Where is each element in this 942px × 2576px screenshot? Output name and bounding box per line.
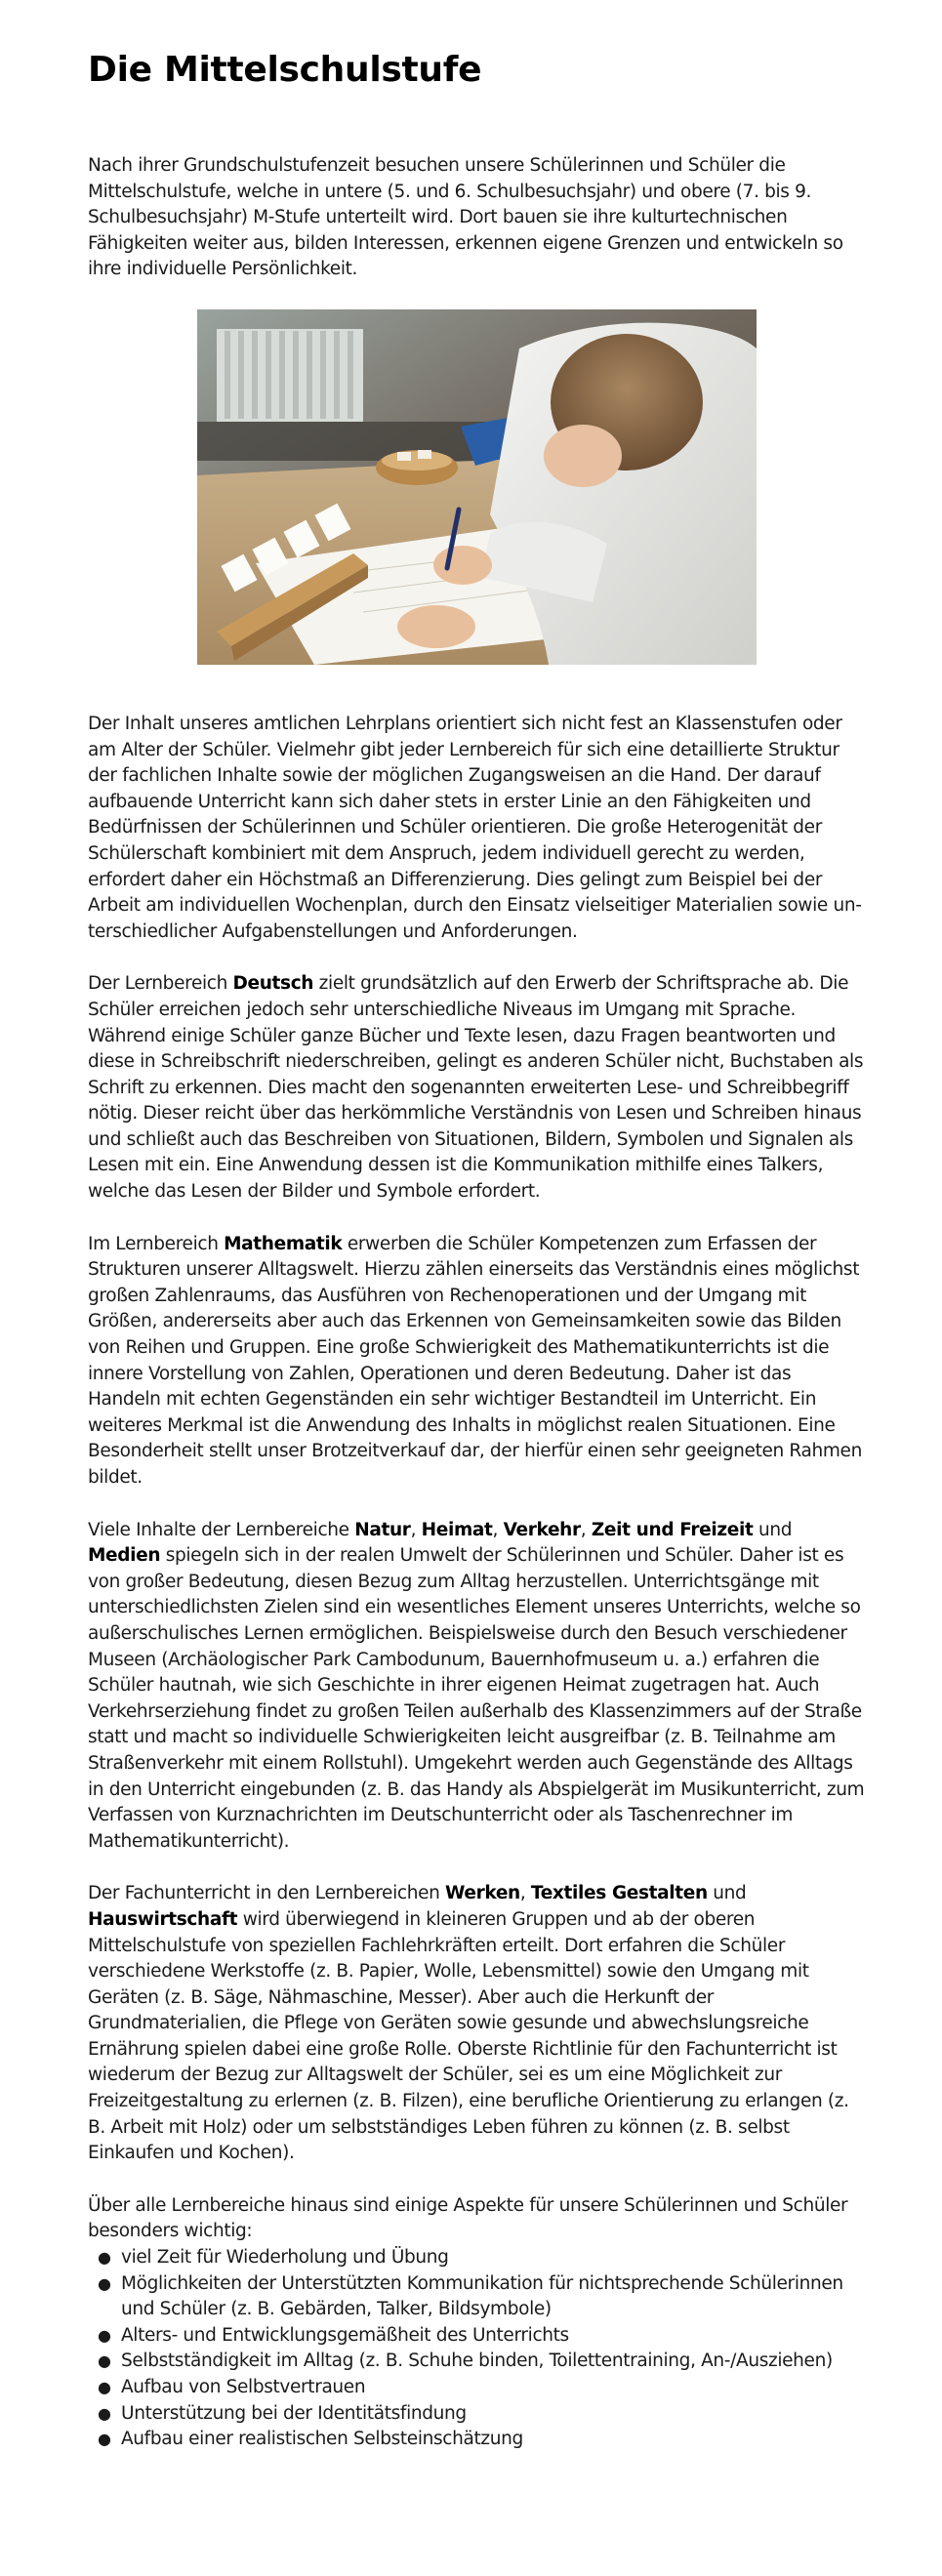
bullet-icon: ● (98, 2403, 111, 2423)
bullet-icon: ● (98, 2430, 111, 2449)
aspects-list (88, 2245, 869, 2453)
list-item: ● Unterstützung bei der Identitätsfindung (121, 2401, 869, 2428)
bullet-icon: ● (98, 2248, 111, 2268)
list-item: ● Selbstständigkeit im Alltag (z. B. Schuhe binden, Toilettentraining, An-/Ausziehen) (121, 2349, 869, 2375)
basket-shape (376, 450, 458, 485)
student-writing-photo (197, 309, 757, 665)
page-title: Die Mittelschulstufe (88, 50, 482, 90)
heimat-label: Heimat (421, 1519, 493, 1540)
bullet-icon: ● (98, 2273, 111, 2293)
mathematik-paragraph: Im Lernbereich Mathematik erwerben die Schüler Kompetenzen zum Erfassen der Strukturen unserer Alltagswelt. Hierzu zählen einerseits das Verständnis eines möglichst großen Zahlenraums, das Ausführen von Rechenoperationen und der Umgang mit Größen, andererseits aber auch das Erkennen von Gemeinsamkeiten sowie das Bilden von Reihen und Gruppen. Eine große Schwierigkeit des Mathematikunterrichts ist die innere Vorstellung von Zahlen, Operationen und deren Bedeutung. Daher ist das Handeln mit echten Gegenständen ein sehr wichtiger Bestandteil im Unterricht. Ein weiteres Merkmal ist die Anwendung des Inhalts in möglichst realen Situationen. Eine Besonderheit stellt unser Brotzeitverkauf dar, der hierfür einen sehr geeigneten Rahmen bildet. (88, 1233, 862, 1488)
natur-label: Natur (354, 1519, 411, 1540)
list-item: ● Aufbau einer realistischen Selbsteinschätzung (121, 2427, 869, 2453)
list-item: ● viel Zeit für Wiederholung und Übung (121, 2245, 869, 2271)
list-item: ● Alters- und Entwicklungsgemäßheit des Unterrichts (121, 2323, 869, 2350)
textiles-gestalten-label: Textiles Gestalten (530, 1883, 708, 1904)
hauswirtschaft-label: Hauswirtschaft (88, 1908, 238, 1930)
bullet-icon: ● (98, 2325, 111, 2345)
radiator-shape (217, 329, 363, 422)
intro-paragraph: Nach ihrer Grundschulstufenzeit besuchen unsere Schülerinnen und Schüler die Mittelschulstufe, welche in untere (5. und 6. Schulbesuchsjahr) und obere (7. bis 9. Schulbesuchsjahr) M-Stufe unterteilt wird. Dort bauen sie ihre kulturtechnischen Fähigkeiten weiter aus, bilden Interessen, erkennen eigene Grenzen und entwickeln so ihre individuelle Persönlichkeit. (88, 155, 843, 280)
deutsch-paragraph: Der Lernbereich Deutsch zielt grundsätzlich auf den Erwerb der Schriftsprache ab. Die Schüler erreichen jedoch sehr unterschiedliche Niveaus im Umgang mit Sprache. Während einige Schüler ganze Bücher und Texte lesen, dazu Fragen beantworten und diese in Schreibschrift niederschreiben, gelingt es anderen Schüler nicht, Buchstaben als Schrift zu erkennen. Dies macht den sogenannten erweiterten Lese- und Schreibbegriff nötig. Dieser reicht über das herkömmliche Verständnis von Lesen und Schreiben hinaus und schließt auch das Beschreiben von Situationen, Bildern, Symbolen und Signalen als Lesen mit ein. Eine Anwendung dessen ist die Kommunikation mithilfe eines Talkers, welche das Lesen der Bilder und Symbole erfordert. (88, 973, 864, 1203)
fachunterricht-paragraph: Der Fachunterricht in den Lernbereichen Werken, Textiles Gestalten und Hauswirtschaft wird überwiegend in kleineren Gruppen und ab der oberen Mittelschulstufe von speziellen Fachlehrkräften erteilt. Dort erfahren die Schüler verschiedene Werkstoffe (z. B. Papier, Wolle, Lebensmittel) sowie den Umgang mit Geräten (z. B. Säge, Nähmaschine, Messer). Aber auch die Herkunft der Grundmaterialien, die Pflege von Geräten sowie gesunde und abwechslungsreiche Ernährung spielen dabei eine große Rolle. Oberste Richtlinie für den Fachunterricht ist wiederum der Bezug zur Alltagswelt der Schüler, sei es um eine Möglichkeit zur Freizeitgestaltung zu erlernen (z. B. Filzen), eine berufliche Orientierung zu erlangen (z. B. Arbeit mit Holz) oder um selbstständiges Leben führen zu können (z. B. selbst Einkaufen und Kochen). (88, 1883, 849, 2164)
list-item: ● Möglichkeiten der Unterstützten Kommunikation für nichtsprechende Schülerinnen und Schüler (z. B. Gebärden, Talker, Bildsymbole) (98, 2272, 843, 2320)
verkehr-label: Verkehr (503, 1519, 581, 1540)
natur-paragraph: Viele Inhalte der Lernbereiche Natur, Heimat, Verkehr, Zeit und Freizeit und Medien spiegeln sich in der realen Umwelt der Schülerinnen und Schüler. Daher ist es von großer Bedeutung, diesen Bezug zum Alltag herzustellen. Unterrichtsgänge mit unterschiedlichsten Zielen sind ein wesentliches Element unseres Unterrichts, welche so außerschulisches Lernen ermöglichen. Beispielsweise durch den Besuch verschiedener Museen (Archäologischer Park Cambodunum, Bauernhofmuseum u. a.) erfahren die Schüler hautnah, wie sich Geschichte in ihrer eigenen Heimat zugetragen hat. Auch Verkehrserziehung findet zu großen Teilen außerhalb des Klassenzimmers auf der Straße statt und macht so individuelle Schwierigkeiten leicht ausgreifbar (z. B. Teilnahme am Straßenverkehr mit einem Rollstuhl). Umgekehrt werden auch Gegenstände des Alltags in den Unterricht eingebunden (z. B. das Handy als Abspielgerät im Musikunterricht, zum Verfassen von Kurznachrichten im Deutschunterricht oder als Taschenrechner im Mathematikunterricht). (88, 1519, 865, 1852)
bullet-icon: ● (98, 2378, 111, 2396)
aspects-intro-paragraph: Über alle Lernbereiche hinaus sind einige Aspekte für unsere Schülerinnen und Schüler besonders wichtig: (88, 2194, 848, 2242)
document-page (88, 49, 869, 2453)
werken-label: Werken (445, 1883, 520, 1904)
zeit-freizeit-label: Zeit und Freizeit (591, 1519, 754, 1540)
list-item: ● Aufbau von Selbstvertrauen (121, 2375, 869, 2401)
mathematik-label: Mathematik (224, 1233, 343, 1254)
deutsch-label: Deutsch (232, 973, 314, 995)
medien-label: Medien (88, 1545, 161, 1567)
bullet-icon: ● (98, 2351, 111, 2371)
lehrplan-paragraph: Der Inhalt unseres amtlichen Lehrplans orientiert sich nicht fest an Klassenstufen oder am Alter der Schüler. Vielmehr gibt jeder Lernbereich für sich eine detaillierte Struktur der fachlichen Inhalte sowie der möglichen Zugangsweisen an die Hand. Der darauf aufbauende Unterricht kann sich daher stets in erster Linie an den Fähigkeiten und Bedürfnissen der Schülerinnen und Schüler orientieren. Die große Heterogenität der Schülerschaft kombiniert mit dem Anspruch, jedem individuell gerecht zu werden, erfordert daher ein Höchstmaß an Differenzierung. Dies gelingt zum Beispiel bei der Arbeit am individuellen Wochenplan, durch den Einsatz vielseitiger Materialien sowie unterschiedlicher Aufgabenstellungen und Anforderungen. (88, 713, 862, 942)
